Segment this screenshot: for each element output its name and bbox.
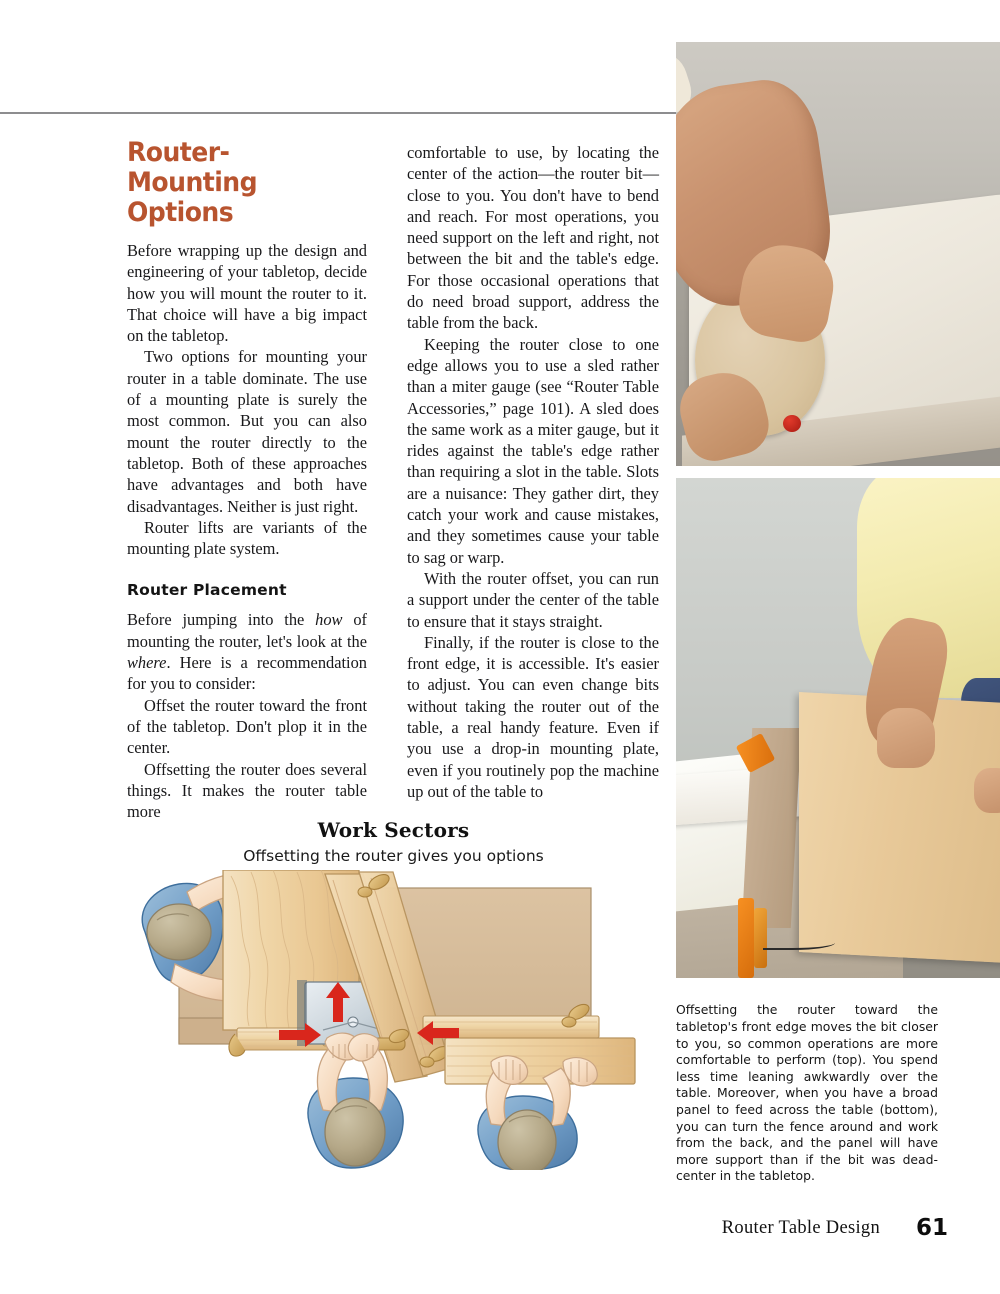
running-title: Router Table Design <box>721 1218 880 1238</box>
photo-orange-clamp-front <box>738 898 754 978</box>
body-paragraph: Before wrapping up the design and engineering of your tabletop, decide how you will mount the router to it. That choice will have a big impact on the tabletop. <box>127 241 367 346</box>
panel-right <box>445 1038 635 1084</box>
work-sectors-illustration <box>127 870 660 1170</box>
left-text-column <box>127 138 367 822</box>
photo-router-table-bottom <box>676 478 1000 978</box>
photo-hand-on-panel <box>877 708 935 768</box>
body-paragraph: comfortable to use, by locating the center of the action—the router bit—close to you. You don't have to bend and reach. For most operations, you need support on the left and right, not between the bit and the table's edge. For those occasional operations that do need broad support, address the table from the back. <box>407 143 659 333</box>
photo-caption: Offsetting the router toward the tabletop's front edge moves the bit closer to you, so common operations are more comfortable to perform (top). You spend less time leaning awkwardly over the table. Moreover, when you have a broad panel to feed across the table (bottom), you can turn the fence around and work from the back, and the panel will have more support than if the bit was dead-center in the tabletop. <box>676 1002 938 1184</box>
page-number: 61 <box>915 1215 948 1241</box>
figure-subtitle: Offsetting the router gives you options <box>243 847 544 865</box>
body-paragraph: Finally, if the router is close to the front edge, it is accessible. It's easier to adjust. You can even change bits without taking the router out of the table, a real handy feature. Even if you use a drop-in mounting plate, even if you routinely pop the machine up out of the table to <box>407 632 659 801</box>
body-paragraph: Keeping the router close to one edge allows you to use a sled rather than a miter gauge (see “Router Table Accessories,” page 101). A sled does the same work as a miter gauge, but it rides against the table's edge rather than requiring a slot in the table. Slots are a nuisance: They gather dirt, they catch your work and cause mistakes, and they sometimes cause your table to sag or warp. <box>407 334 659 567</box>
figure-work-sectors <box>127 818 660 1178</box>
right-text-column <box>407 142 659 802</box>
page-title: Router-Mounting Options <box>127 137 257 228</box>
figure-title: Work Sectors <box>317 818 470 842</box>
body-paragraph: Offset the router toward the front of the tabletop. Don't plop it in the center. <box>127 695 367 758</box>
page-footer <box>0 1215 1000 1258</box>
body-paragraph: With the router offset, you can run a support under the center of the table to ensure that it stays straight. <box>407 568 659 631</box>
body-paragraph: Offsetting the router does several things. It makes the router table more <box>127 759 367 822</box>
header-rule <box>0 112 676 114</box>
body-paragraph: Router lifts are variants of the mounting plate system. <box>127 517 367 559</box>
body-paragraph: Two options for mounting your router in a table dominate. The use of a mounting plate is surely the most common. But you can also mount the router directly to the tabletop. Both of these approaches have advantages and both have disadvantages. Neither is just right. <box>127 347 367 516</box>
photo-hand-right <box>974 768 1000 813</box>
section-subheading: Router Placement <box>127 581 287 600</box>
photo-red-knob <box>783 415 801 432</box>
body-paragraph: Before jumping into the how of mounting the router, let's look at the where. Here is a recommendation for you to consider: <box>127 610 367 694</box>
photo-router-table-top <box>676 42 1000 466</box>
